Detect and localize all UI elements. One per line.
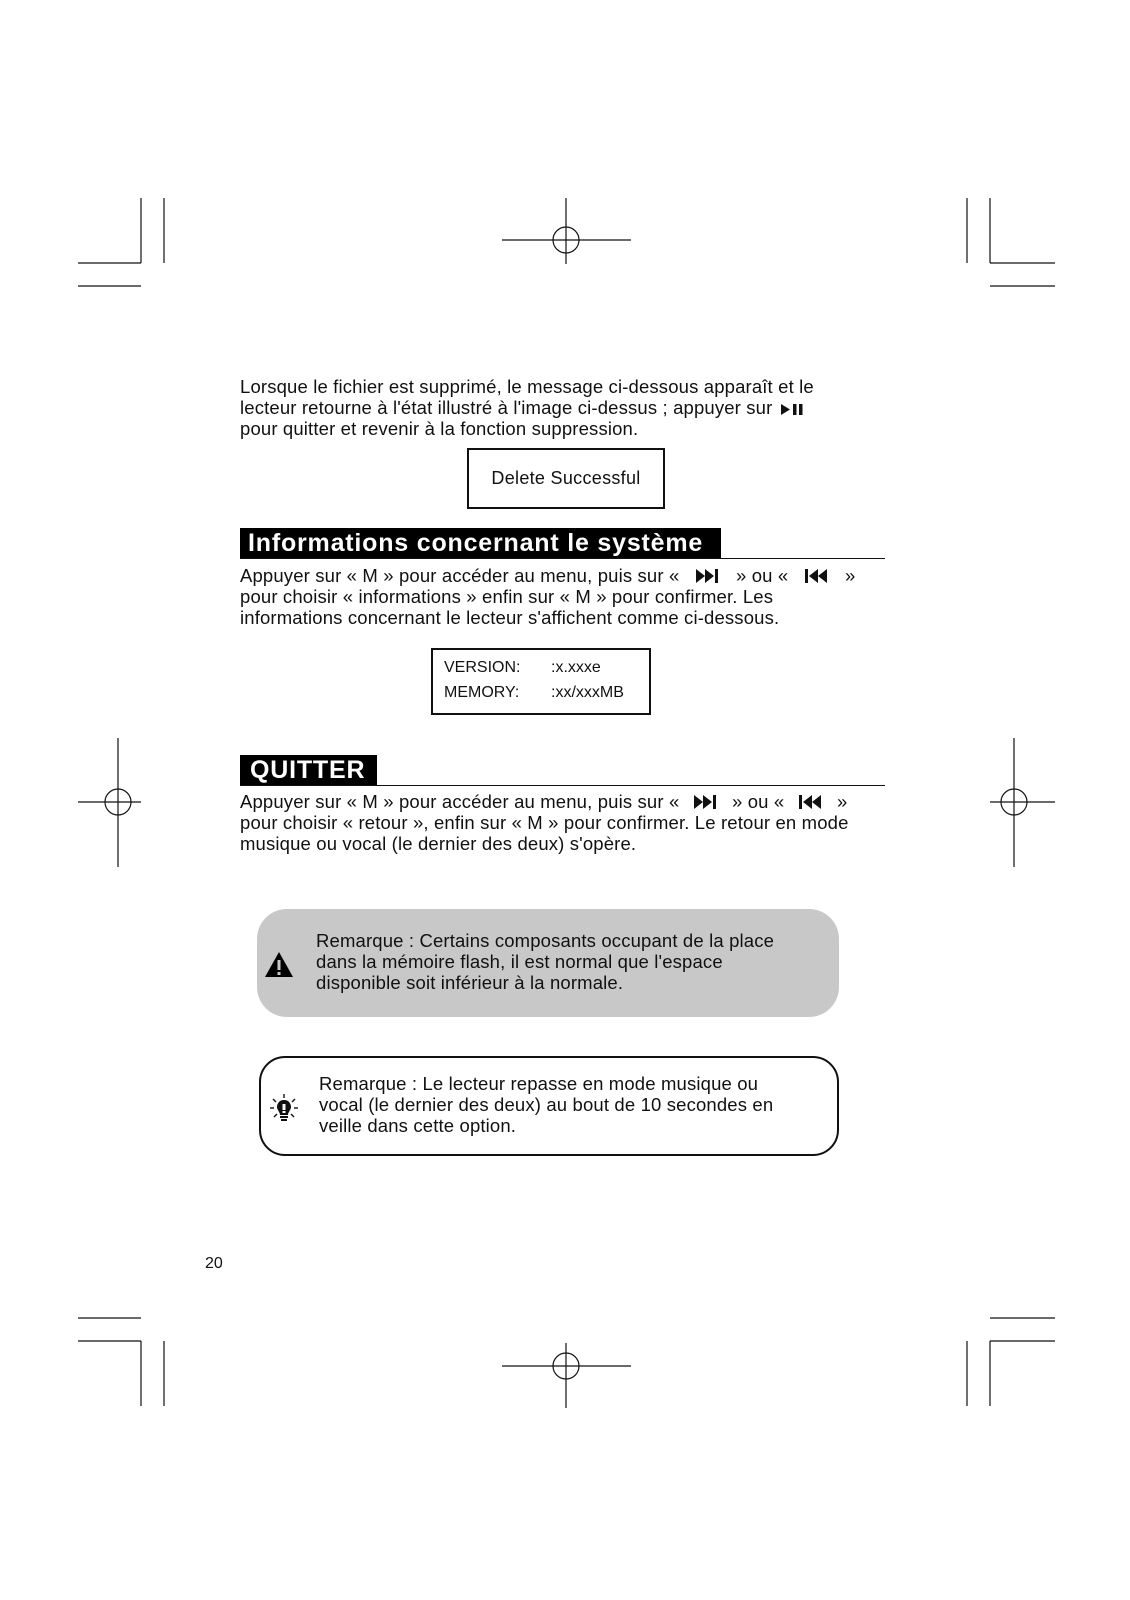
lightbulb-icon [269, 1093, 299, 1123]
quit-paragraph [240, 791, 910, 854]
system-info-heading-title: Informations concernant le système [240, 528, 721, 558]
registration-mark-icon [502, 198, 631, 264]
delete-message: Delete Successful [491, 468, 641, 488]
system-info-screen [431, 648, 651, 715]
tip-note-line: veille dans cette option. [319, 1115, 517, 1136]
version-label: VERSION: [444, 659, 521, 676]
next-track-icon [693, 794, 719, 810]
system-info-line: informations concernant le lecteur s'affichent comme ci-dessous. [240, 607, 780, 628]
warning-note-line: Remarque : Certains composants occupant de la place [316, 930, 775, 951]
tip-note-text [319, 1073, 773, 1136]
registration-mark-icon [990, 738, 1055, 867]
page-number: 20 [205, 1255, 223, 1272]
registration-mark-icon [78, 738, 141, 867]
system-info-paragraph [240, 565, 910, 628]
next-track-icon [695, 568, 721, 584]
intro-line: Lorsque le fichier est supprimé, le message ci-dessous apparaît et le [240, 376, 814, 397]
tip-note-line: Remarque : Le lecteur repasse en mode musique ou [319, 1073, 759, 1094]
crop-mark-icon [967, 198, 1055, 286]
intro-line: pour quitter et revenir à la fonction suppression. [240, 418, 639, 439]
quit-heading-title: QUITTER [240, 755, 377, 785]
memory-label: MEMORY: [444, 684, 520, 701]
crop-mark-icon [78, 1318, 164, 1406]
system-info-line: Appuyer sur « M » pour accéder au menu, puis sur « » ou « » [240, 565, 856, 586]
previous-track-icon [798, 794, 824, 810]
registration-mark-icon [502, 1343, 631, 1408]
quit-line: pour choisir « retour », enfin sur « M » pour confirmer. Le retour en mode [240, 812, 849, 833]
quit-line: Appuyer sur « M » pour accéder au menu, puis sur « » ou « » [240, 791, 848, 812]
quit-line: musique ou vocal (le dernier des deux) s'opère. [240, 833, 637, 854]
system-info-line: pour choisir « informations » enfin sur « M » pour confirmer. Les [240, 586, 774, 607]
system-info-heading [240, 528, 885, 559]
warning-icon [264, 951, 294, 978]
delete-successful-screen [467, 448, 665, 509]
previous-track-icon [804, 568, 830, 584]
warning-note-text [316, 930, 774, 993]
tip-note [259, 1056, 839, 1156]
memory-value: :xx/xxxMB [551, 684, 624, 701]
version-value: :x.xxxe [551, 659, 601, 676]
warning-note-line: disponible soit inférieur à la normale. [316, 972, 624, 993]
play-pause-icon [780, 402, 804, 416]
intro-paragraph [240, 376, 910, 439]
crop-mark-icon [78, 198, 164, 286]
quit-heading [240, 755, 885, 786]
intro-line: lecteur retourne à l'état illustré à l'image ci-dessus ; appuyer sur [240, 397, 910, 418]
warning-note-line: dans la mémoire flash, il est normal que l'espace [316, 951, 723, 972]
crop-mark-icon [967, 1318, 1055, 1406]
tip-note-line: vocal (le dernier des deux) au bout de 10 secondes en [319, 1094, 774, 1115]
warning-note [257, 909, 839, 1017]
